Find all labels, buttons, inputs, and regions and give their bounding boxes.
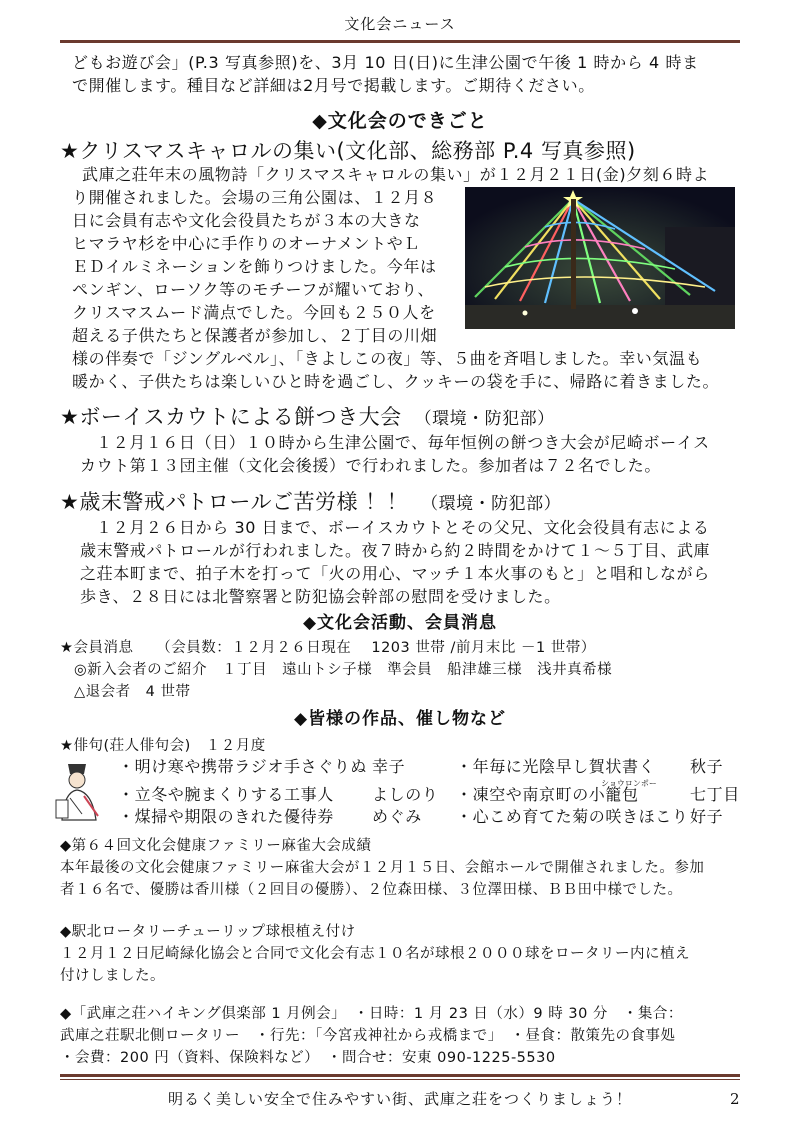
haiku-author: 七丁目 — [690, 785, 740, 804]
mochi-line: １２月１６日（日）１０時から生津公園で、毎年恒例の餅つき大会が尼崎ボーイス — [96, 433, 710, 452]
haiku-author: 好子 — [690, 807, 724, 826]
members-line: ★会員消息 （会員数：１２月２６日現在 1203 世帯 /前月末比 －1 世帯） — [60, 640, 596, 656]
hiking-line: ◆「武庫之荘ハイキング倶楽部 1 月例会」 ・日時：1 月 23 日（水）9 時 30 分 ・集合： — [60, 1006, 683, 1022]
header-rule — [60, 40, 740, 43]
haiku-text: ・凍空や南京町の小籠包 — [456, 785, 639, 804]
mochi-dept: （環境・防犯部） — [423, 409, 555, 429]
xmas-line: ＥＤイルミネーションを飾りつけました。今年は — [72, 257, 437, 276]
xmas-line: り開催されました。会場の三角公園は、１２月８ — [72, 188, 438, 207]
footer-rule-thin — [60, 1079, 740, 1080]
haiku-text: ・心こめ育てた菊の咲きほこり — [456, 807, 689, 826]
xmas-line: ペンギン、ローソク等のモチーフが耀いており、 — [72, 280, 435, 299]
patrol-heading: ★歳末警戒パトロールご苦労様 ！！ （環境・防犯部） — [60, 490, 562, 514]
members-line: △退会者 4 世帯 — [74, 684, 191, 700]
mahjong-line: 本年最後の文化会健康ファミリー麻雀大会が１２月１５日、会館ホールで開催されました。参加 — [60, 860, 705, 876]
mochi-line: カウト第１３団主催（文化会後援）で行われました。参加者は７２名でした。 — [80, 456, 662, 475]
haiku-text: ・煤掃や期限のきれた優待券 — [118, 807, 334, 826]
mahjong-line: 者１６名で、優勝は香川様（２回目の優勝）、２位森田様、３位澤田様、ＢＢ田中様でした。 — [60, 882, 683, 898]
patrol-line: １２月２６日から 30 日まで、ボーイスカウトとその父兄、文化会役員有志による — [96, 518, 710, 537]
haiku-text: ・年毎に光陰早し賀状書く — [456, 757, 656, 776]
xmas-line: 様の伴奏で「ジングルベル」、「きよしこの夜」等、５曲を斉唱しました。幸い気温も — [72, 349, 703, 368]
mochi-heading: ★ボーイスカウトによる餅つき大会 （環境・防犯部） — [60, 405, 555, 429]
members-heading: ◆文化会活動、会員消息 — [302, 613, 498, 633]
patrol-line: 歩き、２８日には北警察署と防犯協会幹部の慰問を受けました。 — [80, 587, 561, 606]
intro-line: で開催します。種目など詳細は2月号で掲載します。ご期待ください。 — [72, 76, 595, 95]
xmas-line: クリスマスムード満点でした。今回も２５０人を — [72, 303, 436, 322]
tulip-line: 付けしました。 — [60, 968, 165, 984]
patrol-dept: （環境・防犯部） — [429, 494, 562, 514]
footer-slogan: 明るく美しい安全で住みやすい街、武庫之荘をつくりましょう！ — [167, 1090, 632, 1108]
haiku-text: ・明け寒や携帯ラジオ手さぐりぬ — [118, 757, 368, 776]
ruby-annotation: ショウロンポー — [601, 779, 657, 788]
intro-line: どもお遊び会」(P.3 写真参照)を、3月 10 日(日)に生津公園で午後 1 時から 4 時ま — [72, 53, 699, 72]
xmas-line: 超える子供たちと保護者が参加し、２丁目の川畑 — [72, 326, 438, 345]
patrol-line: 歳末警戒パトロールが行われました。夜７時から約２時間をかけて１～５丁目、武庫 — [80, 541, 711, 560]
haiku-author: 幸子 — [372, 757, 406, 776]
members-line: ◎新入会者のご紹介 １丁目 遠山トシ子様 準会員 船津雄三様 浅井真希様 — [74, 662, 613, 678]
tulip-heading: ◆駅北ロータリーチューリップ球根植え付け — [60, 924, 356, 940]
christmas-tree-photo — [465, 187, 735, 329]
xmas-line: 日に会員有志や文化会役員たちが３本の大きな — [72, 211, 421, 230]
mahjong-heading: ◆第６４回文化会健康ファミリー麻雀大会成績 — [60, 838, 372, 854]
events-heading: ◆文化会のできごと — [312, 110, 488, 132]
footer-rule — [60, 1074, 740, 1077]
haiku-text: ・立冬や腕まくりする工事人 — [118, 785, 334, 804]
haiku-author: よしのり — [372, 785, 439, 804]
haiku-poet-illustration — [52, 758, 106, 822]
patrol-line: 之荘本町まで、拍子木を打って「火の用心、マッチ１本火事のもと」と唱和しながら — [80, 564, 710, 583]
xmas-heading: ★クリスマスキャロルの集い(文化部、総務部 P.4 写真参照) — [60, 139, 636, 163]
hiking-line: 武庫之荘駅北側ロータリー ・行先：「今宮戎神社から戎橋まで」 ・昼食：散策先の食事処 — [60, 1028, 676, 1044]
page-number: 2 — [730, 1090, 741, 1108]
tulip-line: １２月１２日尼崎緑化協会と合同で文化会有志１０名が球根２０００球をロータリー内に植え — [60, 946, 690, 962]
hiking-line: ・会費：200 円（資料、保険料など） ・問合せ：安東 090-1225-5530 — [60, 1050, 556, 1066]
haiku-author: 秋子 — [690, 757, 724, 776]
newsletter-title: 文化会ニュース — [344, 15, 456, 33]
xmas-line: 暖かく、子供たちは楽しいひと時を過ごし、クッキーの袋を手に、帰路に着きました。 — [72, 372, 720, 391]
xmas-line: 武庫之荘年末の風物詩「クリスマスキャロルの集い」が１２月２１日(金)夕刻６時よ — [82, 165, 710, 184]
haiku-author: めぐみ — [372, 807, 422, 826]
haiku-heading: ★俳句(荘人俳句会) １２月度 — [60, 738, 266, 754]
works-heading: ◆皆様の作品、催し物など — [293, 709, 507, 729]
xmas-line: ヒマラヤ杉を中心に手作りのオーナメントやＬ — [72, 234, 420, 253]
